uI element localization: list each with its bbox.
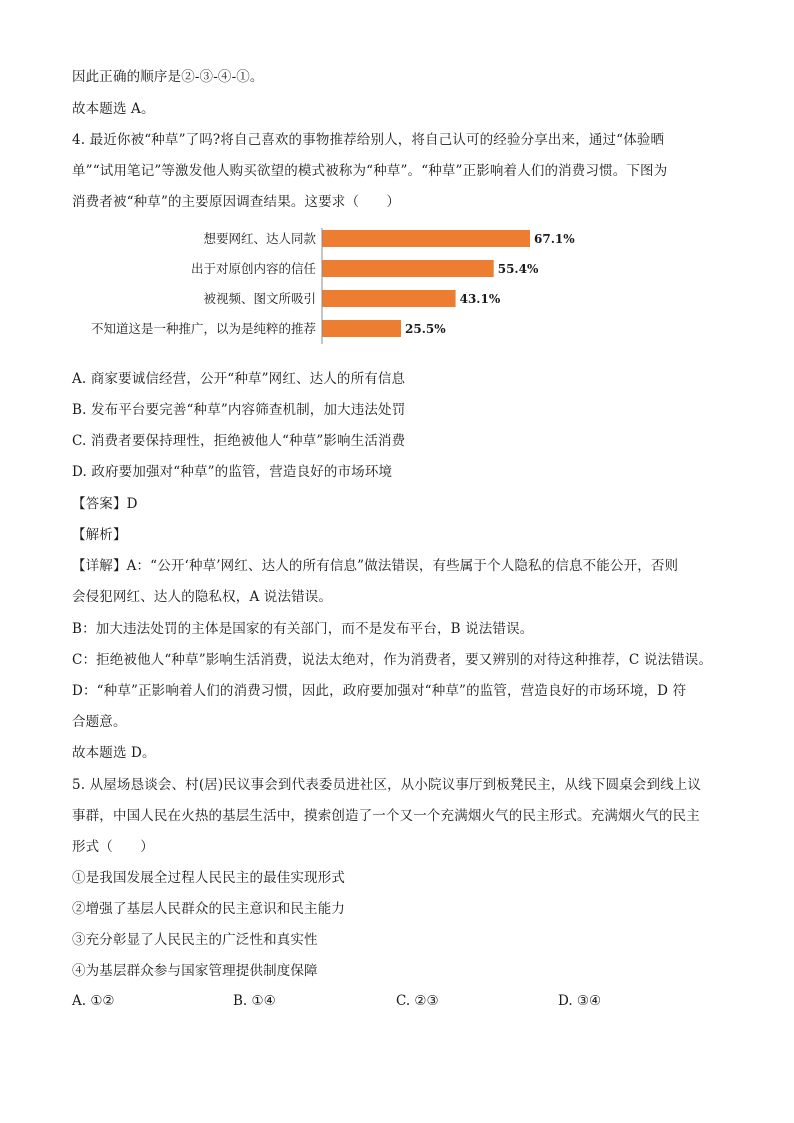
q5-item-3: ③充分彰显了人民民主的广泛性和真实性 [72,932,318,948]
q4-detail-line-5: D：“种草”正影响着人们的消费习惯，因此，政府要加强对“种草”的监管，营造良好的市场环境，D 符 [72,683,687,699]
q4-stem-line-2: 单”“试用笔记”等激发他人购买欲望的模式被称为“种草”。“种草”正影响着人们的消费习惯。下图为 [72,163,668,179]
q4-analysis-label: 【解析】 [72,527,127,543]
q5-option-b: B. ①④ [233,993,276,1009]
q4-stem-line-3: 消费者被“种草”的主要原因调查结果。这要求（ ） [72,194,401,210]
data-label-2: 43.1% [459,292,501,306]
q4-option-a: A. 商家要诚信经营，公开“种草”网红、达人的所有信息 [72,371,406,387]
q4-detail-line-6: 合题意。 [72,714,127,730]
q4-detail-line-1: 【详解】A：“公开‘种草’网红、达人的所有信息”做法错误，有些属于个人隐私的信息不能公开，否则 [72,558,679,574]
q5-option-a: A. ①② [72,993,115,1009]
category-label-3: 不知道这是一种推广，以为是纯粹的推荐 [90,321,316,336]
data-label-3: 25.5% [405,322,446,336]
q5-options-row [72,993,724,1011]
category-label-1: 出于对原创内容的信任 [190,261,316,276]
chart-svg [72,228,632,350]
q4-detail-line-3: B：加大违法处罚的主体是国家的有关部门，而不是发布平台，B 说法错误。 [72,621,534,637]
q4-option-b: B. 发布平台要完善“种草”内容筛查机制，加大违法处罚 [72,402,406,418]
q4-detail-line-2: 会侵犯网红、达人的隐私权，A 说法错误。 [72,589,333,605]
bar-0 [322,230,530,247]
q5-item-1: ①是我国发展全过程人民民主的最佳实现形式 [72,870,345,886]
q4-option-d: D. 政府要加强对“种草”的监管，营造良好的市场环境 [72,464,393,480]
q4-answer: 【答案】D [72,496,138,512]
data-label-0: 67.1% [534,232,575,246]
q5-stem-line-1: 5. 从屋场恳谈会、村(居)民议事会到代表委员进社区，从小院议事厅到板凳民主，从线下圆桌会到线上议 [72,777,702,793]
q4-conclusion: 故本题选 D。 [72,745,156,761]
q5-stem-line-2: 事群，中国人民在火热的基层生活中，摸索创造了一个又一个充满烟火气的民主形式。充满烟火气的民主 [72,808,700,824]
data-label-1: 55.4% [497,262,539,276]
q5-item-2: ②增强了基层人民群众的民主意识和民主能力 [72,901,345,917]
category-label-2: 被视频、图文所吸引 [203,291,316,306]
q4-option-c: C. 消费者要保持理性，拒绝被他人“种草”影响生活消费 [72,433,406,449]
prev-conclusion: 故本题选 A。 [72,101,155,117]
q4-stem-line-1: 4. 最近你被“种草”了吗?将自己喜欢的事物推荐给别人，将自己认可的经验分享出来，通过“体验晒 [72,132,665,148]
q5-stem-line-3: 形式（ ） [72,839,154,855]
prev-answer-order: 因此正确的顺序是②-③-④-①。 [72,69,264,85]
bar-1 [322,260,494,277]
q5-item-4: ④为基层群众参与国家管理提供制度保障 [72,963,318,979]
q5-option-c: C. ②③ [396,993,439,1009]
q4-detail-line-4: C：拒绝被他人“种草”影响生活消费，说法太绝对，作为消费者，要又辨别的对待这种推荐，C 说法错误。 [72,652,713,668]
category-label-0: 想要网红、达人同款 [203,231,316,246]
bar-3 [322,320,401,337]
bar-2 [322,290,456,307]
q5-option-d: D. ③④ [558,993,602,1009]
survey-bar-chart [72,228,632,350]
